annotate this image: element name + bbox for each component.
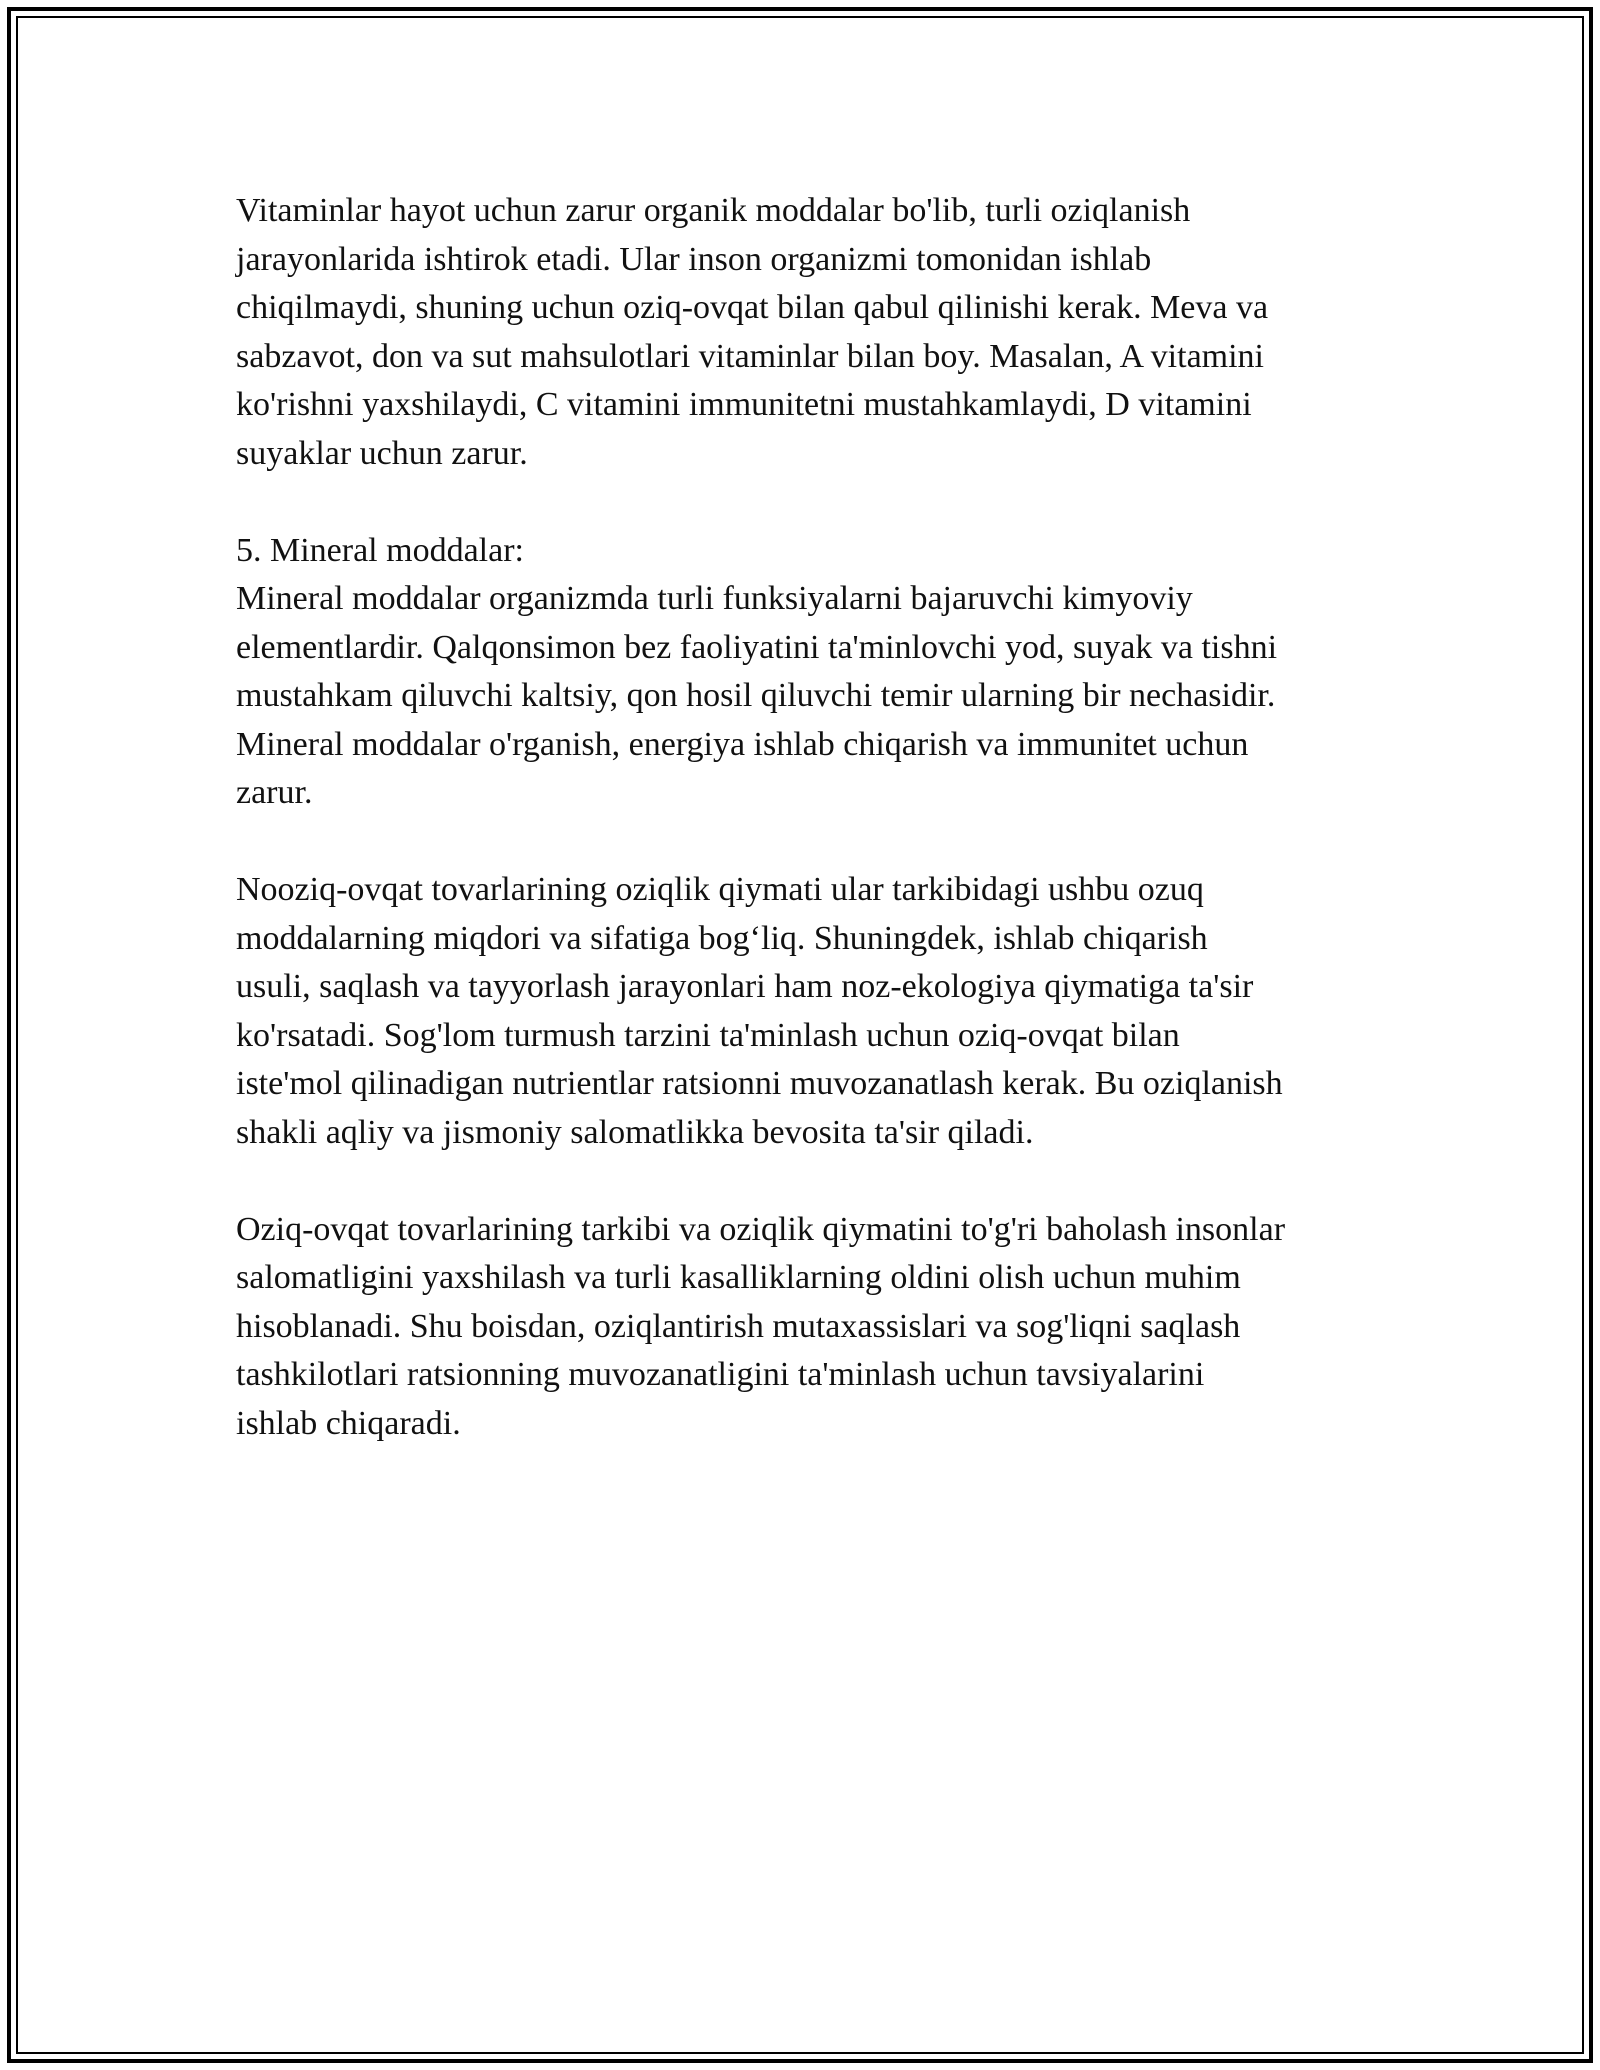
text-line: usuli, saqlash va tayyorlash jarayonlari ham noz-ekologiya qiymatiga ta'sir bbox=[236, 968, 1254, 1005]
text-line: shakli aqliy va jismoniy salomatlikka bevosita ta'sir qiladi. bbox=[236, 1113, 1034, 1151]
document-body bbox=[236, 187, 1376, 1497]
paragraph-vitamins bbox=[236, 187, 1376, 478]
paragraph-minerals bbox=[236, 527, 1376, 818]
text-line: ko'rishni yaxshilaydi, C vitamini immunitetni mustahkamlaydi, D vitamini bbox=[236, 386, 1252, 423]
text-line: Oziq-ovqat tovarlarining tarkibi va oziqlik qiymatini to'g'ri baholash insonlar bbox=[236, 1210, 1286, 1248]
text-line: chiqilmaydi, shuning uchun oziq-ovqat bilan qabul qilinishi kerak. Meva va bbox=[236, 289, 1269, 326]
text-line: elementlardir. Qalqonsimon bez faoliyatini ta'minlovchi yod, suyak va tishni bbox=[236, 628, 1278, 666]
text-line: Mineral moddalar o'rganish, energiya ishlab chiqarish va immunitet uchun bbox=[236, 725, 1249, 763]
text-line: iste'mol qilinadigan nutrientlar ratsionni muvozanatlash kerak. Bu oziqlanish bbox=[236, 1065, 1283, 1102]
section-heading: 5. Mineral moddalar: bbox=[236, 531, 524, 569]
text-line: hisoblanadi. Shu boisdan, oziqlantirish mutaxassislari va sog'liqni saqlash bbox=[236, 1307, 1241, 1345]
paragraph-evaluation bbox=[236, 1206, 1376, 1449]
text-line: mustahkam qiluvchi kaltsiy, qon hosil qiluvchi temir ularning bir nechasidir. bbox=[236, 677, 1276, 714]
text-line: sabzavot, don va sut mahsulotlari vitaminlar bilan boy. Masalan, A vitamini bbox=[236, 337, 1265, 375]
text-line: moddalarning miqdori va sifatiga bog‘liq. Shuningdek, ishlab chiqarish bbox=[236, 919, 1208, 957]
text-line: Nooziq-ovqat tovarlarining oziqlik qiymati ular tarkibidagi ushbu ozuq bbox=[236, 871, 1204, 908]
text-line: Mineral moddalar organizmda turli funksiyalarni bajaruvchi kimyoviy bbox=[236, 580, 1193, 617]
text-line: tashkilotlari ratsionning muvozanatligini ta'minlash uchun tavsiyalarini bbox=[236, 1356, 1205, 1393]
text-line: suyaklar uchun zarur. bbox=[236, 434, 528, 472]
text-line: zarur. bbox=[236, 774, 313, 811]
paragraph-nutritional-value bbox=[236, 866, 1376, 1157]
text-line: jarayonlarida ishtirok etadi. Ular inson organizmi tomonidan ishlab bbox=[236, 240, 1152, 278]
text-line: ishlab chiqaradi. bbox=[236, 1404, 461, 1442]
text-line: ko'rsatadi. Sog'lom turmush tarzini ta'minlash uchun oziq-ovqat bilan bbox=[236, 1016, 1180, 1054]
text-line: salomatligini yaxshilash va turli kasalliklarning oldini olish uchun muhim bbox=[236, 1259, 1241, 1296]
text-line: Vitaminlar hayot uchun zarur organik moddalar bo'lib, turli oziqlanish bbox=[236, 192, 1191, 229]
